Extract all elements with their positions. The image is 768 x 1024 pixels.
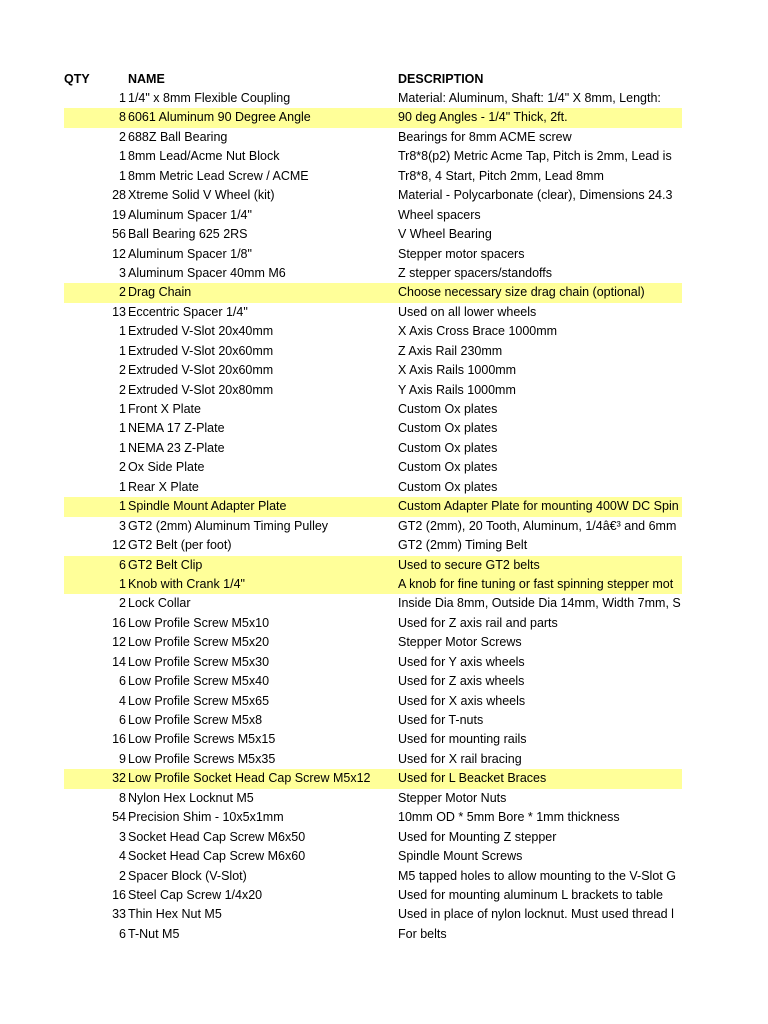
description-cell: Tr8*8, 4 Start, Pitch 2mm, Lead 8mm	[398, 168, 604, 183]
qty-cell: 32	[112, 771, 126, 786]
description-cell: Used for mounting rails	[398, 732, 527, 747]
name-cell: Ox Side Plate	[128, 460, 205, 475]
qty-cell: 1	[119, 91, 126, 105]
name-cell: Aluminum Spacer 1/8"	[128, 246, 252, 261]
qty-cell: 19	[112, 207, 126, 222]
qty-cell: 28	[112, 188, 126, 203]
table-row	[0, 905, 768, 924]
name-cell: Knob with Crank 1/4"	[128, 576, 245, 591]
qty-cell: 4	[119, 693, 126, 708]
table-row	[0, 245, 768, 264]
qty-cell: 56	[112, 227, 126, 242]
description-cell: Used for X rail bracing	[398, 751, 522, 766]
table-row	[0, 808, 768, 827]
qty-cell: 2	[119, 382, 126, 397]
name-cell: Low Profile Socket Head Cap Screw M5x12	[128, 771, 371, 786]
table-row	[0, 886, 768, 905]
name-cell: Rear X Plate	[128, 479, 199, 494]
parts-table-body	[0, 89, 768, 944]
name-cell: Socket Head Cap Screw M6x50	[128, 829, 306, 844]
table-row	[0, 303, 768, 322]
name-cell: Eccentric Spacer 1/4"	[128, 304, 248, 319]
name-cell: Nylon Hex Locknut M5	[128, 790, 254, 805]
qty-cell: 2	[119, 285, 126, 300]
qty-cell: 2	[119, 868, 126, 883]
qty-cell: 1	[119, 402, 126, 416]
name-cell: Front X Plate	[128, 402, 201, 416]
name-cell: Low Profile Screw M5x8	[128, 713, 263, 727]
name-cell: Low Profile Screw M5x20	[128, 635, 270, 650]
column-header-row	[0, 69, 768, 89]
qty-cell: 14	[112, 654, 126, 669]
table-row	[0, 400, 768, 419]
table-row	[0, 692, 768, 711]
table-row	[0, 517, 768, 536]
table-row	[0, 828, 768, 847]
name-cell: Xtreme Solid V Wheel (kit)	[128, 188, 275, 203]
name-cell: Low Profile Screw M5x40	[128, 674, 270, 689]
description-cell: Custom Ox plates	[398, 402, 498, 416]
qty-cell: 54	[112, 810, 126, 825]
qty-cell: 6	[119, 926, 126, 941]
table-row	[0, 750, 768, 769]
description-cell: Used for Z axis wheels	[398, 674, 525, 689]
qty-cell: 1	[119, 479, 126, 494]
name-cell: Drag Chain	[128, 285, 192, 300]
table-row	[0, 925, 768, 944]
table-row	[0, 283, 768, 302]
table-row	[0, 458, 768, 477]
description-cell: Used for Mounting Z stepper	[398, 829, 557, 844]
name-cell: Low Profile Screw M5x10	[128, 615, 270, 630]
description-cell: Used for Z axis rail and parts	[398, 615, 558, 630]
description-cell: Choose necessary size drag chain (optional)	[398, 285, 645, 300]
qty-cell: 13	[112, 304, 126, 319]
description-cell: 10mm OD * 5mm Bore * 1mm thickness	[398, 810, 620, 825]
name-cell: T-Nut M5	[128, 926, 180, 941]
description-cell: Tr8*8(p2) Metric Acme Tap, Pitch is 2mm, Lead is	[398, 149, 672, 164]
description-cell: Bearings for 8mm ACME screw	[398, 129, 572, 144]
name-cell: 8mm Lead/Acme Nut Block	[128, 149, 280, 164]
table-row	[0, 342, 768, 361]
description-cell: GT2 (2mm) Timing Belt	[398, 538, 528, 553]
table-row	[0, 186, 768, 205]
name-cell: GT2 (2mm) Aluminum Timing Pulley	[128, 518, 329, 533]
description-cell: 90 deg Angles - 1/4" Thick, 2ft.	[398, 110, 568, 125]
table-row	[0, 730, 768, 749]
qty-cell: 3	[119, 265, 126, 280]
table-row	[0, 206, 768, 225]
description-cell: Custom Ox plates	[398, 440, 498, 455]
table-row	[0, 478, 768, 497]
name-cell: Aluminum Spacer 40mm M6	[128, 265, 286, 280]
description-cell: V Wheel Bearing	[398, 227, 492, 242]
description-cell: A knob for fine tuning or fast spinning stepper mot	[398, 576, 674, 591]
description-cell: Z Axis Rail 230mm	[398, 343, 503, 358]
description-cell: Used on all lower wheels	[398, 304, 537, 319]
qty-cell: 33	[112, 907, 126, 922]
name-cell: Extruded V-Slot 20x60mm	[128, 343, 274, 358]
table-row	[0, 556, 768, 575]
description-cell: Stepper motor spacers	[398, 246, 525, 261]
description-cell: Custom Ox plates	[398, 421, 498, 436]
name-cell: Steel Cap Screw 1/4x20	[128, 887, 263, 902]
table-row	[0, 594, 768, 613]
table-row	[0, 361, 768, 380]
table-row	[0, 633, 768, 652]
table-row	[0, 497, 768, 516]
qty-cell: 8	[119, 110, 126, 125]
table-row	[0, 536, 768, 555]
name-cell: 8mm Metric Lead Screw / ACME	[128, 168, 309, 183]
name-cell: Low Profile Screw M5x30	[128, 654, 270, 669]
qty-cell: 1	[119, 576, 126, 591]
name-cell: Aluminum Spacer 1/4"	[128, 207, 252, 222]
table-row	[0, 167, 768, 186]
table-row	[0, 711, 768, 730]
qty-cell: 16	[112, 887, 126, 902]
description-cell: Z stepper spacers/standoffs	[398, 265, 553, 280]
table-row	[0, 575, 768, 594]
qty-cell: 16	[112, 615, 126, 630]
name-cell: 688Z Ball Bearing	[128, 129, 228, 144]
qty-cell: 1	[119, 168, 126, 183]
name-cell: 1/4" x 8mm Flexible Coupling	[128, 91, 291, 105]
name-cell: NEMA 23 Z-Plate	[128, 440, 225, 455]
qty-cell: 2	[119, 129, 126, 144]
name-cell: Ball Bearing 625 2RS	[128, 227, 248, 242]
description-cell: Custom Ox plates	[398, 479, 498, 494]
table-row	[0, 672, 768, 691]
name-column-header: NAME	[128, 72, 165, 86]
qty-cell: 9	[119, 751, 126, 766]
table-row	[0, 225, 768, 244]
table-row	[0, 381, 768, 400]
name-cell: Thin Hex Nut M5	[128, 907, 222, 922]
name-cell: Low Profile Screws M5x15	[128, 732, 276, 747]
qty-cell: 8	[119, 790, 126, 805]
name-cell: NEMA 17 Z-Plate	[128, 421, 225, 436]
description-cell: Spindle Mount Screws	[398, 849, 523, 864]
table-row	[0, 653, 768, 672]
qty-cell: 2	[119, 460, 126, 475]
name-cell: Low Profile Screws M5x35	[128, 751, 276, 766]
description-cell: Used for T-nuts	[398, 713, 484, 727]
qty-cell: 6	[119, 713, 126, 727]
name-cell: GT2 Belt (per foot)	[128, 538, 232, 553]
description-cell: Material: Aluminum, Shaft: 1/4" X 8mm, Length:	[398, 91, 661, 105]
qty-cell: 6	[119, 674, 126, 689]
qty-cell: 4	[119, 849, 126, 864]
table-row	[0, 322, 768, 341]
description-cell: Wheel spacers	[398, 207, 481, 222]
name-cell: Spindle Mount Adapter Plate	[128, 499, 287, 514]
description-cell: Custom Adapter Plate for mounting 400W DC Spin	[398, 499, 679, 514]
name-cell: GT2 Belt Clip	[128, 557, 203, 572]
description-cell: For belts	[398, 926, 447, 941]
name-cell: Precision Shim - 10x5x1mm	[128, 810, 284, 825]
table-row	[0, 789, 768, 808]
name-cell: Low Profile Screw M5x65	[128, 693, 270, 708]
name-cell: Extruded V-Slot 20x80mm	[128, 382, 274, 397]
description-cell: M5 tapped holes to allow mounting to the V-Slot G	[398, 868, 676, 883]
table-row	[0, 419, 768, 438]
qty-cell: 2	[119, 596, 126, 611]
description-cell: Stepper Motor Screws	[398, 635, 522, 650]
description-cell: Used for X axis wheels	[398, 693, 526, 708]
description-cell: GT2 (2mm), 20 Tooth, Aluminum, 1/4â€³ and 6mm	[398, 518, 677, 533]
description-cell: Custom Ox plates	[398, 460, 498, 475]
table-row	[0, 108, 768, 127]
description-cell: Used for L Beacket Braces	[398, 771, 547, 786]
description-cell: Used to secure GT2 belts	[398, 557, 540, 572]
qty-cell: 1	[119, 343, 126, 358]
qty-cell: 12	[112, 246, 126, 261]
description-cell: Stepper Motor Nuts	[398, 790, 507, 805]
name-cell: Extruded V-Slot 20x40mm	[128, 324, 274, 339]
description-cell: Inside Dia 8mm, Outside Dia 14mm, Width 7mm, S	[398, 596, 681, 611]
qty-cell: 3	[119, 829, 126, 844]
table-row	[0, 264, 768, 283]
table-row	[0, 614, 768, 633]
qty-cell: 2	[119, 363, 126, 378]
qty-cell: 1	[119, 499, 126, 514]
name-cell: Lock Collar	[128, 596, 191, 611]
table-row	[0, 847, 768, 866]
qty-cell: 1	[119, 421, 126, 436]
qty-cell: 6	[119, 557, 126, 572]
description-cell: Y Axis Rails 1000mm	[398, 382, 516, 397]
qty-cell: 1	[119, 440, 126, 455]
table-row	[0, 128, 768, 147]
qty-cell: 3	[119, 518, 126, 533]
qty-cell: 1	[119, 149, 126, 164]
name-cell: Extruded V-Slot 20x60mm	[128, 363, 274, 378]
description-cell: Used in place of nylon locknut. Must used thread l	[398, 907, 674, 922]
qty-cell: 12	[112, 538, 126, 553]
qty-cell: 1	[119, 324, 126, 339]
description-column-header: DESCRIPTION	[398, 72, 484, 86]
name-cell: 6061 Aluminum 90 Degree Angle	[128, 110, 311, 125]
table-row	[0, 439, 768, 458]
name-cell: Spacer Block (V-Slot)	[128, 868, 247, 883]
table-row	[0, 89, 768, 108]
qty-column-header: QTY	[64, 72, 90, 86]
qty-cell: 12	[112, 635, 126, 650]
description-cell: X Axis Cross Brace 1000mm	[398, 324, 558, 339]
name-cell: Socket Head Cap Screw M6x60	[128, 849, 306, 864]
description-cell: X Axis Rails 1000mm	[398, 363, 517, 378]
description-cell: Material - Polycarbonate (clear), Dimensions 24.3	[398, 188, 673, 203]
table-row	[0, 769, 768, 788]
table-row	[0, 147, 768, 166]
table-row	[0, 867, 768, 886]
description-cell: Used for Y axis wheels	[398, 654, 525, 669]
description-cell: Used for mounting aluminum L brackets to table	[398, 887, 663, 902]
qty-cell: 16	[112, 732, 126, 747]
